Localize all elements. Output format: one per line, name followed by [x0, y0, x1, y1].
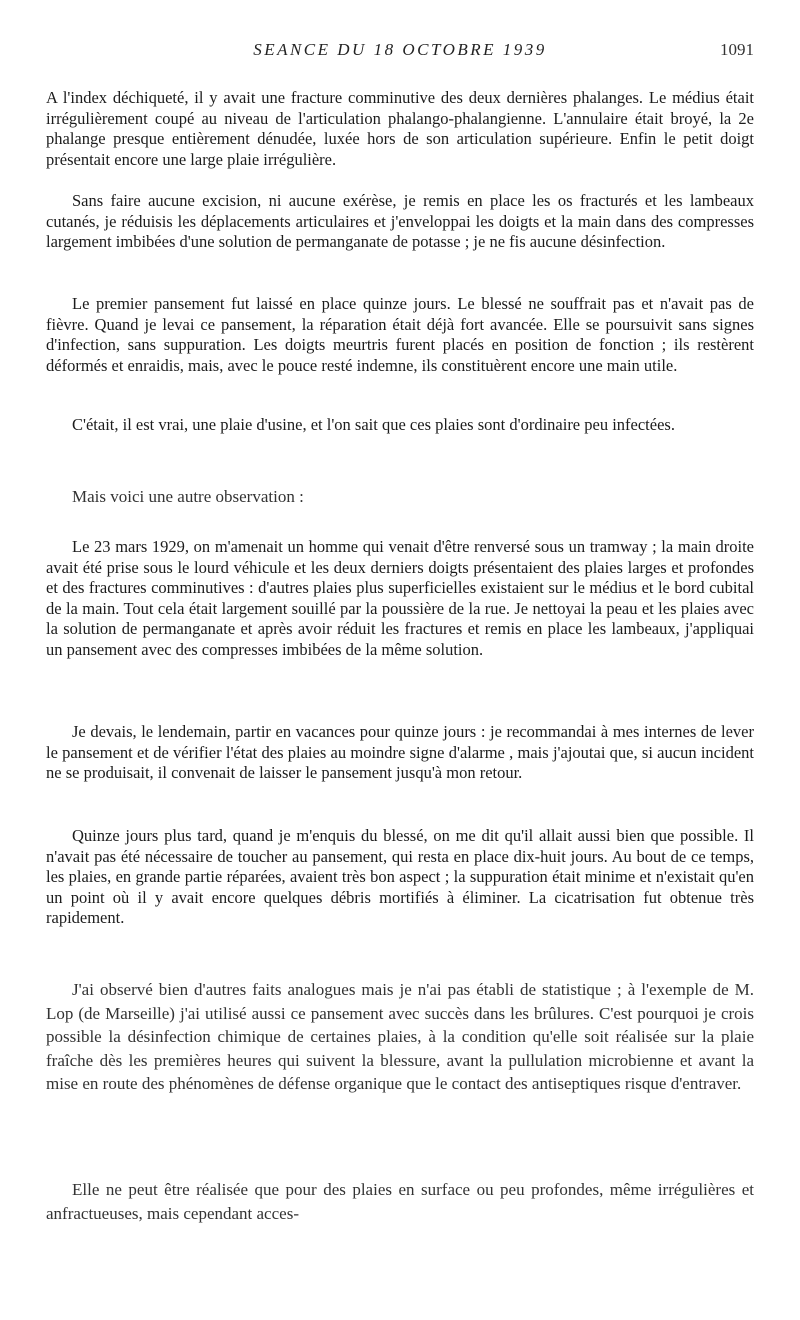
- paragraph-3: Le premier pansement fut laissé en place quinze jours. Le blessé ne souffrait pas et n'avait pas de fièvre. Quand je levai ce pansement, la réparation était déjà fort avancée. Elle se poursuivit sans signes d'infection, sans suppuration. Les doigts meurtris furent placés en position de fonction ; ils restèrent déformés et enraidis, mais, avec le pouce resté indemne, ils constituèrent encore une main utile.: [46, 294, 754, 375]
- paragraph-8: J'ai observé bien d'autres faits analogues mais je n'ai pas établi de statistique ; à l'exemple de M. Lop (de Marseille) j'ai utilisé aussi ce pansement avec succès dans les brûlures. C'est pourquoi je crois possible la désinfection chimique de certaines plaies, à la condition qu'elle soit réalisée sur la plaie fraîche dès les premières heures qui suivent la blessure, avant la pullulation microbienne et avant la mise en route des phénomènes de défense organique que le contact des antiseptiques risque d'entraver.: [46, 980, 754, 1093]
- paragraph-5: Le 23 mars 1929, on m'amenait un homme qui venait d'être renversé sous un tramway ; la main droite avait été prise sous le lourd véhicule et les deux derniers doigts présentaient des plaies larges et profondes et des fractures comminutives : d'autres plaies plus superficielles existaient sur le médius et le bord cubital de la main. Tout cela était largement souillé par la poussière de la rue. Je nettoyai la peau et les plaies avec la solution de permanganate et après avoir réduit les fractures et remis en place les lambeaux, j'appliquai un pansement avec des compresses imbibées de la même solution.: [46, 537, 754, 659]
- running-title: SEANCE DU 18 OCTOBRE 1939: [253, 40, 547, 59]
- page-number: 1091: [720, 40, 754, 59]
- paragraph-7: Quinze jours plus tard, quand je m'enquis du blessé, on me dit qu'il allait aussi bien que possible. Il n'avait pas été nécessaire de toucher au pansement, qui resta en place dix-huit jours. Au bout de ce temps, les plaies, en grande partie réparées, avaient très bon aspect ; la suppuration était minime et n'existait qu'en un point où il y avait encore quelques débris mortifiés à éliminer. La cicatrisation fut obtenue très rapidement.: [46, 826, 754, 927]
- paragraph-6: Je devais, le lendemain, partir en vacances pour quinze jours : je recommandai à mes internes de lever le pansement et de vérifier l'état des plaies au moindre signe d'alarme , mais j'ajoutai que, si aucun incident ne se produisait, il convenait de laisser le pansement jusqu'à mon retour.: [46, 722, 754, 782]
- page-header: [46, 40, 754, 66]
- lead-in-line: Mais voici une autre observation :: [72, 487, 304, 506]
- paragraph-1: A l'index déchiqueté, il y avait une fracture comminutive des deux dernières phalanges. Le médius était irrégulièrement coupé au niveau de l'articulation phalango-phalangienne. L'annulaire était broyé, la 2e phalange presque entièrement dénudée, luxée hors de son articulation supérieure. Enfin le petit doigt présentait encore une large plaie irrégulière.: [46, 88, 754, 169]
- paragraph-4: C'était, il est vrai, une plaie d'usine, et l'on sait que ces plaies sont d'ordinaire peu infectées.: [72, 415, 675, 434]
- paragraph-2: Sans faire aucune excision, ni aucune exérèse, je remis en place les os fracturés et les lambeaux cutanés, je réduisis les déplacements articulaires et j'enveloppai les doigts et la main dans des compresses largement imbibées d'une solution de permanganate de potasse ; je ne fis aucune désinfection.: [46, 191, 754, 251]
- paragraph-9: Elle ne peut être réalisée que pour des plaies en surface ou peu profondes, même irrégulières et anfractueuses, mais cependant acces-: [46, 1180, 754, 1223]
